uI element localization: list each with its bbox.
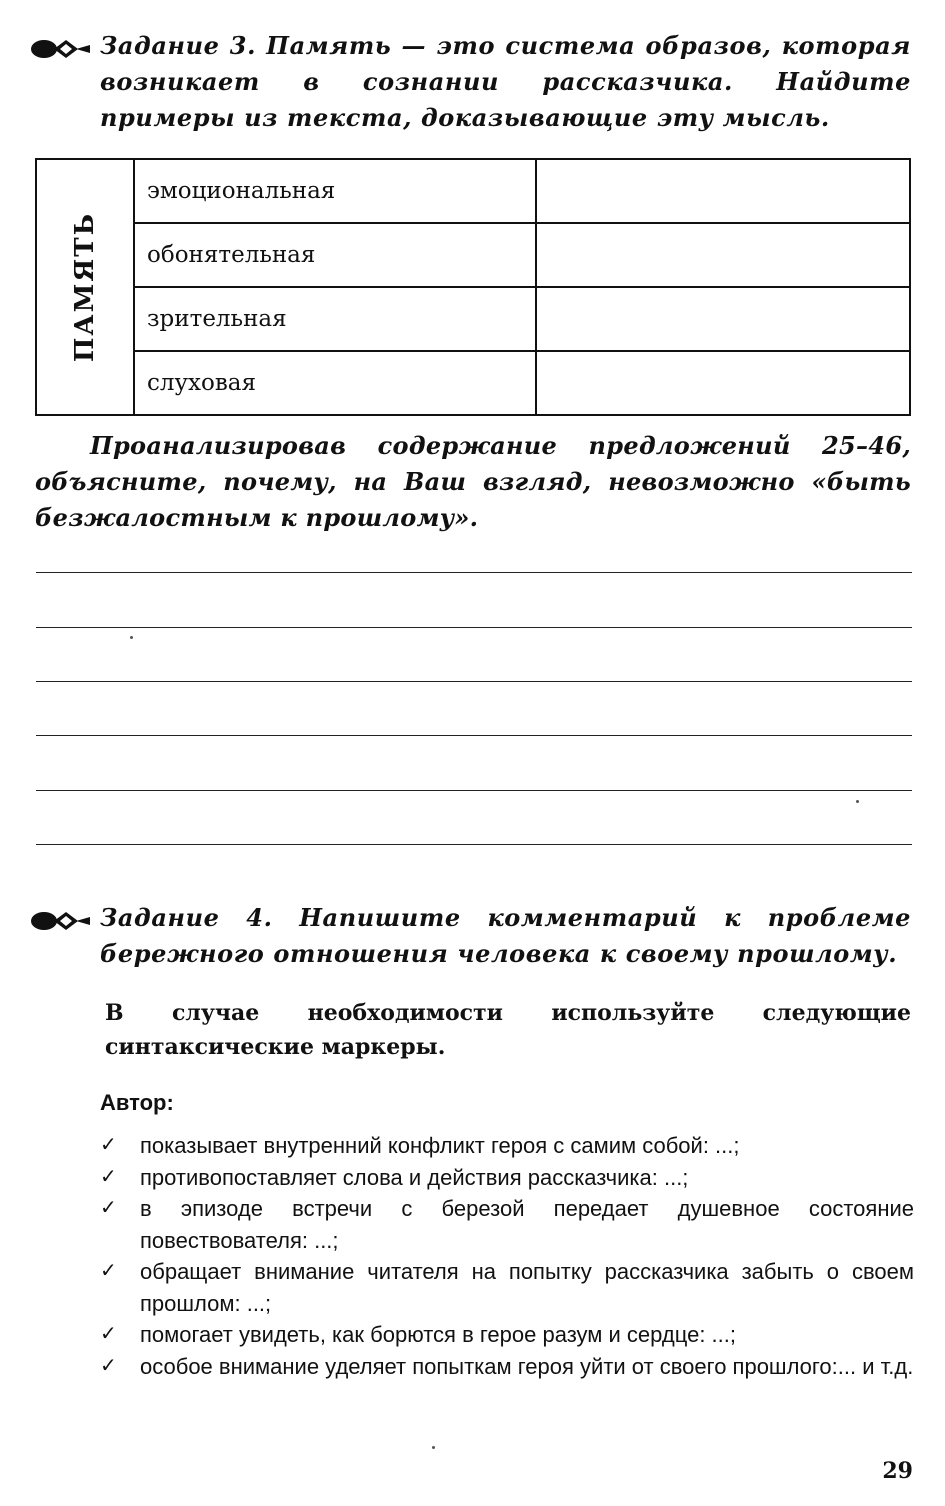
markers-intro: В случае необходимости используйте следующие синтаксические маркеры. bbox=[105, 1000, 911, 1060]
memory-type-cell: обонятельная bbox=[134, 223, 536, 287]
list-item bbox=[100, 1256, 914, 1319]
memory-type-cell: эмоциональная bbox=[134, 159, 536, 223]
checkmark-icon: ✓ bbox=[100, 1197, 117, 1219]
answer-line[interactable] bbox=[36, 790, 912, 791]
syntax-markers-list bbox=[100, 1130, 914, 1382]
checkmark-icon: ✓ bbox=[100, 1354, 117, 1377]
checkmark-icon: ✓ bbox=[100, 1134, 117, 1156]
task-4-heading bbox=[30, 900, 911, 972]
answer-line[interactable] bbox=[36, 627, 912, 628]
table-row bbox=[36, 287, 910, 351]
list-item bbox=[100, 1130, 914, 1162]
memory-example-cell[interactable] bbox=[536, 223, 910, 287]
list-item bbox=[100, 1193, 914, 1256]
marker-text: особое внимание уделяет попыткам героя уйти от своего прошлого:... и т.д. bbox=[140, 1353, 914, 1379]
list-item bbox=[100, 1319, 914, 1351]
checkmark-icon: ✓ bbox=[100, 1323, 117, 1345]
checkmark-icon: ✓ bbox=[100, 1165, 117, 1188]
answer-line[interactable] bbox=[36, 735, 912, 736]
author-label: Автор: bbox=[100, 1090, 174, 1115]
marker-text: помогает увидеть, как борются в герое разум и сердце: ...; bbox=[140, 1322, 736, 1347]
memory-vertical-label: ПАМЯТЬ bbox=[70, 211, 100, 363]
marker-text: обращает внимание читателя на попытку рассказчика забыть о своем прошлом: ...; bbox=[140, 1259, 914, 1316]
task-3-prompt: Задание 3. Память — это система образов, которая возникает в сознании рассказчика. Найдите примеры из текста, доказывающие эту мысль. bbox=[100, 31, 911, 132]
memory-vertical-cell bbox=[36, 159, 134, 415]
scan-speck bbox=[432, 1446, 435, 1449]
list-item bbox=[100, 1351, 914, 1383]
memory-example-cell[interactable] bbox=[536, 351, 910, 415]
memory-type-cell: зрительная bbox=[134, 287, 536, 351]
memory-table bbox=[35, 158, 911, 416]
pen-nib-icon bbox=[30, 906, 100, 936]
table-row bbox=[36, 159, 910, 223]
marker-text: противопоставляет слова и действия рассказчика: ...; bbox=[140, 1164, 689, 1190]
answer-line[interactable] bbox=[36, 681, 912, 682]
answer-line[interactable] bbox=[36, 844, 912, 845]
marker-text: показывает внутренний конфликт героя с самим собой: ...; bbox=[140, 1133, 740, 1158]
list-item bbox=[100, 1162, 914, 1194]
analysis-prompt: Проанализировав содержание предложений 25–46, объясните, почему, на Ваш взгляд, невозможно «быть безжалостным к прошлому». bbox=[35, 431, 911, 532]
table-row bbox=[36, 351, 910, 415]
checkmark-icon: ✓ bbox=[100, 1260, 117, 1282]
memory-example-cell[interactable] bbox=[536, 159, 910, 223]
memory-type-cell: слуховая bbox=[134, 351, 536, 415]
table-row bbox=[36, 223, 910, 287]
answer-line[interactable] bbox=[36, 572, 912, 573]
scan-speck bbox=[856, 800, 859, 803]
scan-speck bbox=[130, 636, 133, 639]
marker-text: в эпизоде встречи с березой передает душевное состояние повествователя: ...; bbox=[140, 1196, 914, 1253]
task-3-heading bbox=[30, 28, 911, 136]
memory-example-cell[interactable] bbox=[536, 287, 910, 351]
page-number: 29 bbox=[882, 1458, 913, 1484]
pen-nib-icon bbox=[30, 34, 100, 64]
task-4-prompt: Задание 4. Напишите комментарий к проблеме бережного отношения человека к своему прошлому. bbox=[100, 903, 911, 968]
